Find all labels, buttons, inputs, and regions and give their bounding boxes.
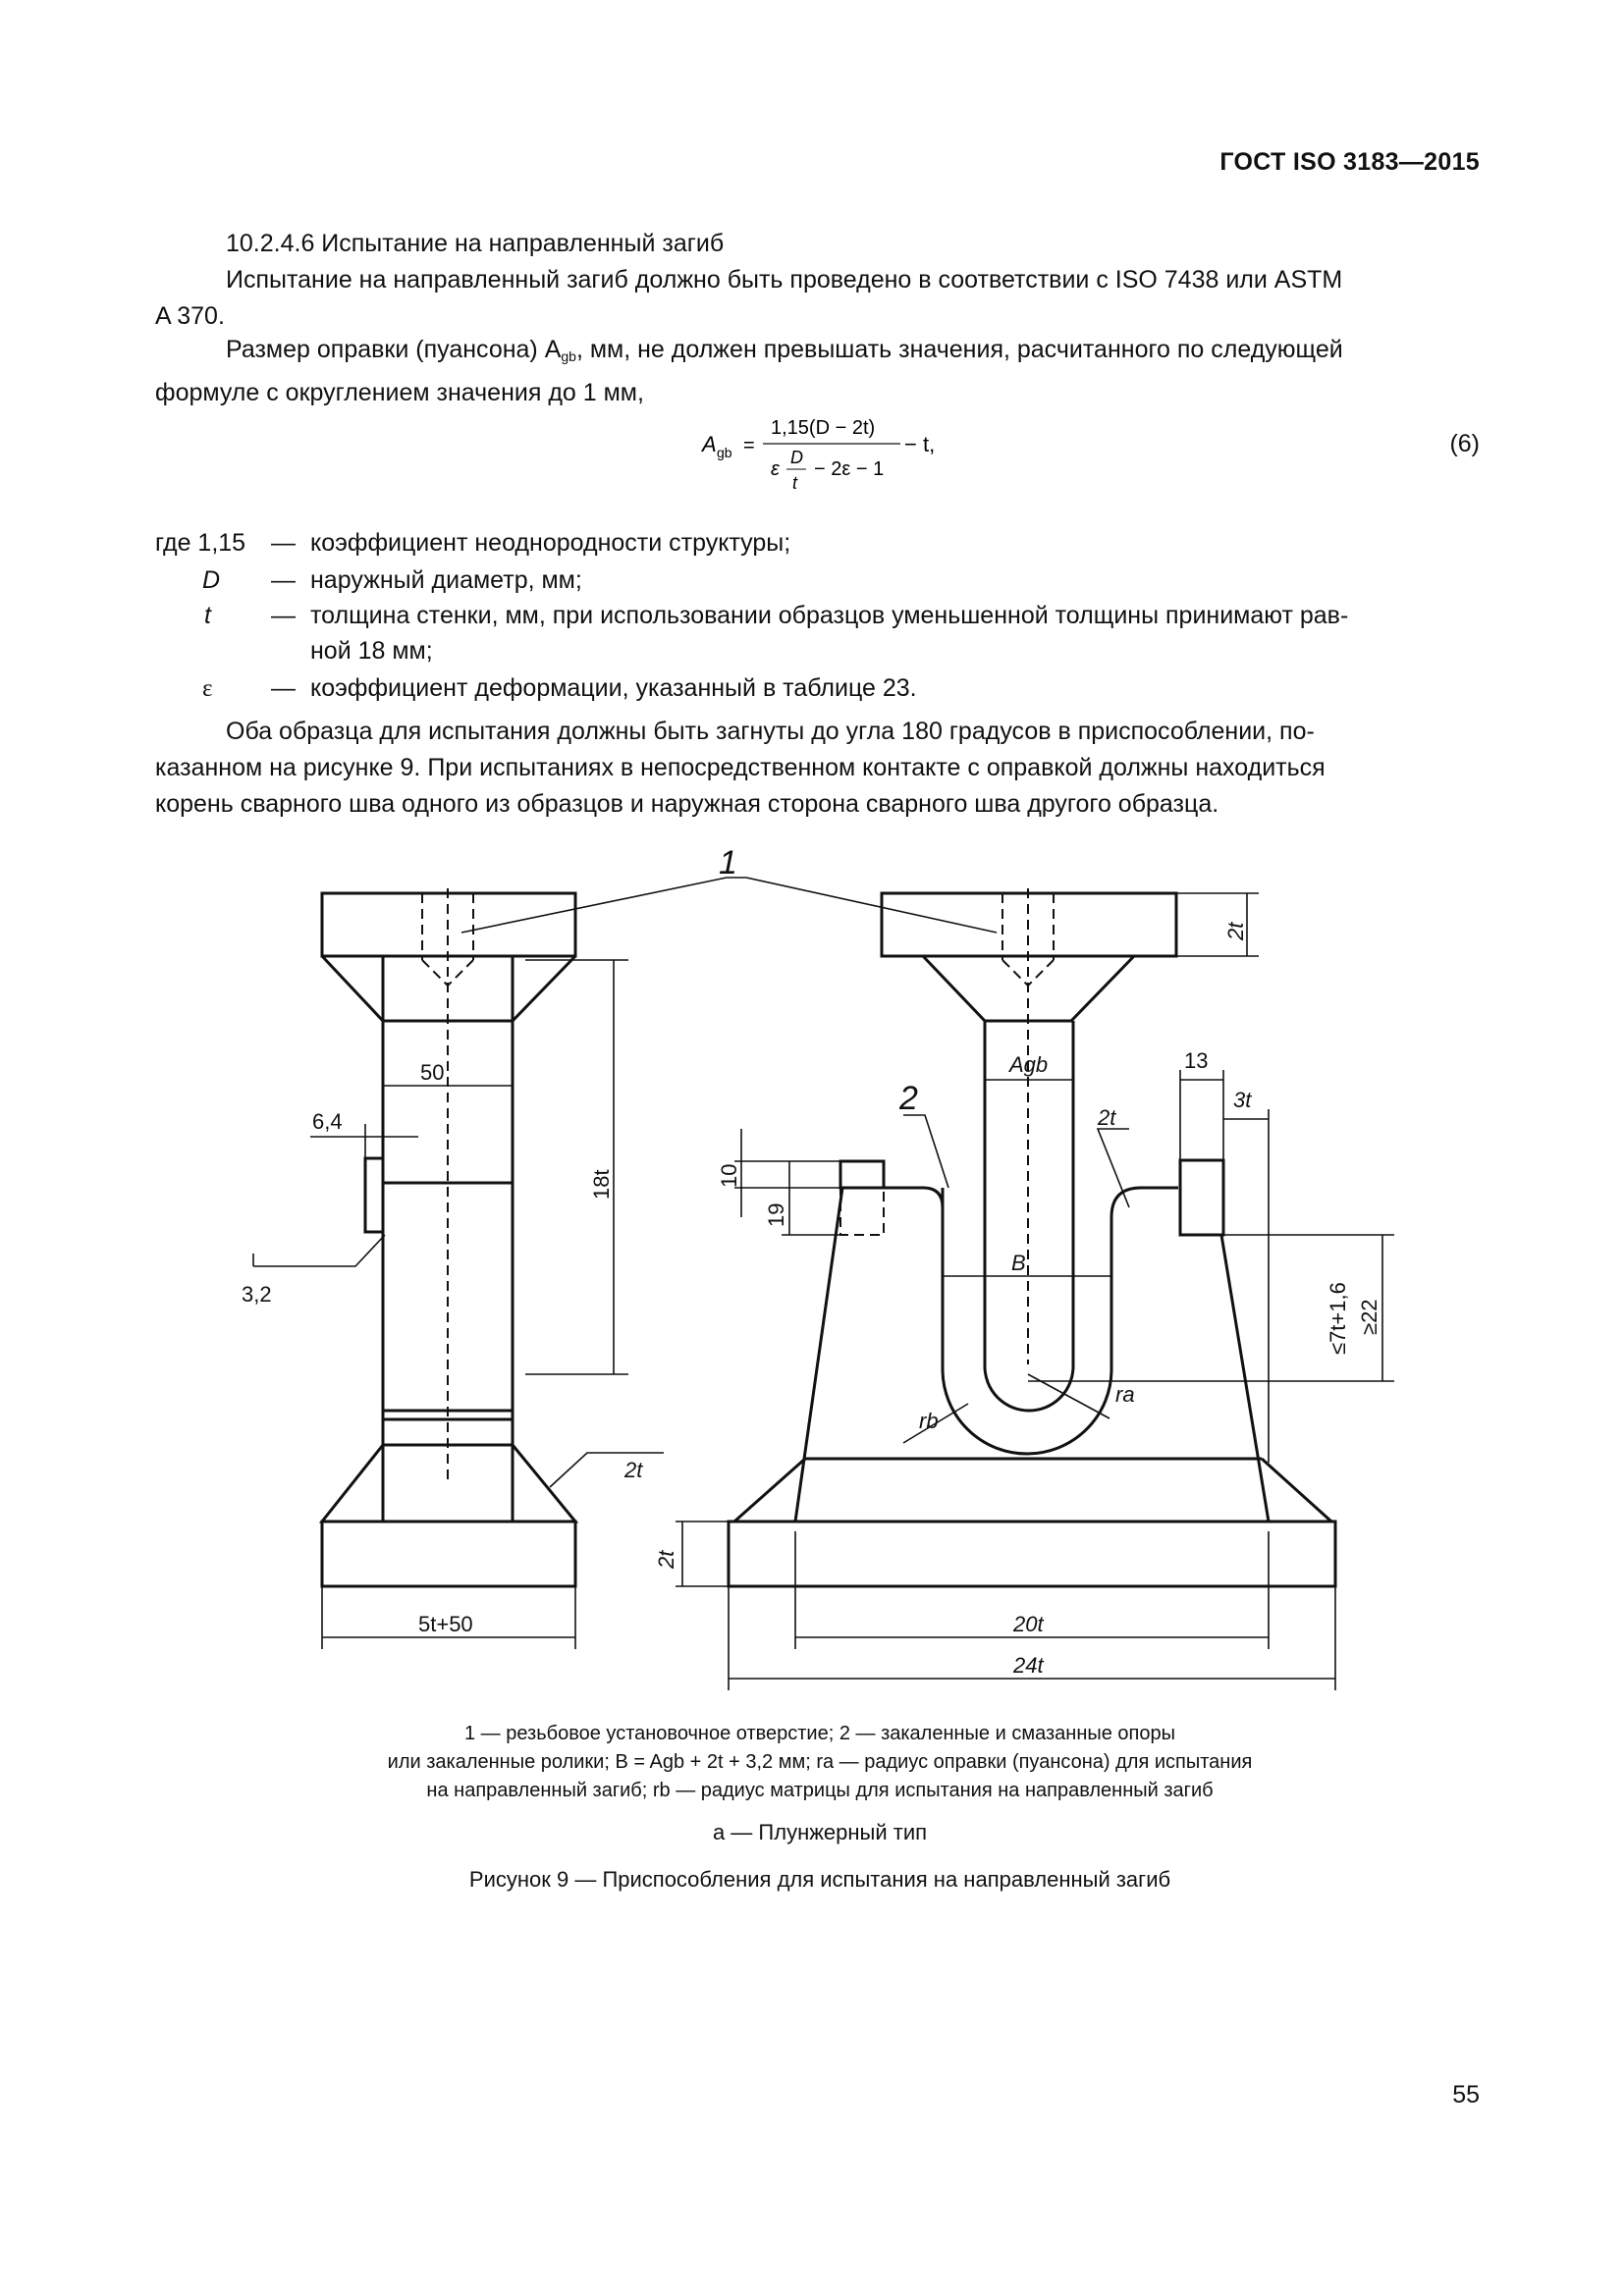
where-dash: — — [271, 674, 296, 702]
dim-5t50: 5t+50 — [418, 1612, 473, 1636]
dim-2t-base: 2t — [654, 1550, 678, 1569]
paragraph-2-text-b: , мм, не должен превышать значения, расчитанного по следующей — [575, 336, 1343, 363]
section-title: 10.2.4.6 Испытание на направленный загиб — [226, 230, 725, 257]
legend-line-2: или закаленные ролики; B = Agb + 2t + 3,2 мм; ra — радиус оправки (пуансона) для испытания — [387, 1751, 1253, 1773]
where-text: толщина стенки, мм, при использовании образцов уменьшенной толщины принимают рав- — [310, 602, 1349, 629]
die-left-slope — [795, 1188, 842, 1522]
callout-2: 2 — [899, 1080, 918, 1117]
where-dash: — — [271, 566, 296, 594]
where-symbol: t — [204, 602, 211, 629]
page-number: 55 — [1452, 2081, 1480, 2109]
dim-13: 13 — [1184, 1048, 1209, 1073]
right-support — [1180, 1160, 1223, 1235]
callout-1: 1 — [719, 844, 737, 881]
figure-title: Рисунок 9 — Приспособления для испытания на направленный загиб — [468, 1867, 1171, 1892]
formula-lhs: A — [702, 432, 717, 456]
left-support — [840, 1161, 884, 1188]
dim-19: 19 — [764, 1202, 788, 1227]
where-text-continuation: ной 18 мм; — [310, 637, 433, 665]
dim-ra: ra — [1115, 1382, 1135, 1407]
right-base — [729, 1522, 1335, 1586]
where-symbol: где 1,15 — [155, 529, 246, 557]
document-header: ГОСТ ISO 3183—2015 — [1219, 148, 1480, 176]
legend-line-1: 1 — резьбовое установочное отверстие; 2 — закаленные и смазанные опоры — [464, 1723, 1175, 1744]
dim-2t-spec: 2t — [1098, 1105, 1116, 1130]
dim-22: ≥22 — [1357, 1299, 1381, 1335]
legend-line-3: на направленный загиб; rb — радиус матрицы для испытания на направленный загиб — [426, 1780, 1214, 1801]
paragraph-1-line-1: Испытание на направленный загиб должно быть проведено в соответствии с ISO 7438 или ASTM — [226, 266, 1343, 294]
dim-3-2: 3,2 — [242, 1282, 272, 1307]
where-dash: — — [271, 602, 296, 629]
dim-24t: 24t — [1013, 1653, 1044, 1678]
right-base-chamfer-right — [1262, 1459, 1331, 1522]
die-right-slope — [1221, 1235, 1269, 1522]
left-base — [322, 1522, 575, 1586]
paragraph-3-line-3: корень сварного шва одного из образцов и наружная сторона сварного шва другого образца. — [155, 790, 1219, 818]
subfigure-label: a — Плунжерный тип — [712, 1820, 928, 1844]
right-fixture — [729, 893, 1335, 1586]
dimension-lines — [253, 878, 1394, 1690]
equation-number: (6) — [1449, 430, 1480, 457]
die-contour — [943, 1188, 1178, 1454]
figure-legend — [295, 1720, 1345, 1805]
formula-tail: − t, — [904, 432, 936, 456]
dim-10: 10 — [717, 1163, 741, 1188]
where-dash: — — [271, 529, 296, 557]
paragraph-2-line-2: формуле с округлением значения до 1 мм, — [155, 379, 644, 406]
formula-den-frac-bottom: t — [792, 473, 798, 493]
paragraph-2-text-a: Размер оправки (пуансона) A — [226, 336, 562, 363]
dim-2t-top: 2t — [1223, 922, 1248, 940]
formula-numerator: 1,15(D − 2t) — [771, 417, 876, 439]
dim-rb: rb — [919, 1409, 939, 1433]
dim-3t: 3t — [1233, 1088, 1252, 1112]
where-text: коэффициент деформации, указанный в таблице 23. — [310, 674, 917, 702]
right-hidden-lines — [840, 888, 1054, 1364]
paragraph-3-line-2: казанном на рисунке 9. При испытаниях в непосредственном контакте с оправкой должны находиться — [155, 754, 1326, 781]
die-left-top — [884, 1188, 943, 1207]
dim-7t16: ≤7t+1,6 — [1326, 1282, 1350, 1355]
formula-lhs-sub: gb — [717, 445, 732, 460]
formula-den-eps: ε — [771, 458, 780, 480]
dim-B: B — [1011, 1251, 1026, 1275]
left-thread-hole — [422, 888, 473, 1482]
dim-18t: 18t — [589, 1169, 614, 1200]
where-symbol: D — [202, 566, 221, 594]
dim-50: 50 — [420, 1060, 445, 1085]
where-text: коэффициент неоднородности структуры; — [310, 529, 791, 557]
dim-agb: Agb — [1009, 1052, 1049, 1077]
where-symbol: ε — [202, 675, 213, 702]
paragraph-1-line-2: A 370. — [155, 302, 225, 330]
left-side-specimen — [365, 1158, 383, 1232]
where-text: наружный диаметр, мм; — [310, 566, 582, 594]
paragraph-3-line-1: Оба образца для испытания должны быть загнуты до угла 180 градусов в приспособлении, по- — [226, 718, 1315, 745]
paragraph-2-sub: gb — [561, 348, 576, 364]
formula-den-rest: − 2ε − 1 — [814, 458, 885, 480]
right-base-chamfer-left — [734, 1459, 805, 1522]
formula-eq: = — [743, 435, 755, 456]
dim-20t: 20t — [1013, 1612, 1044, 1636]
dim-6-4: 6,4 — [312, 1109, 343, 1134]
formula-den-frac-top: D — [790, 448, 803, 467]
dimension-labels — [242, 844, 1381, 1678]
dim-2t-weld: 2t — [624, 1458, 643, 1482]
